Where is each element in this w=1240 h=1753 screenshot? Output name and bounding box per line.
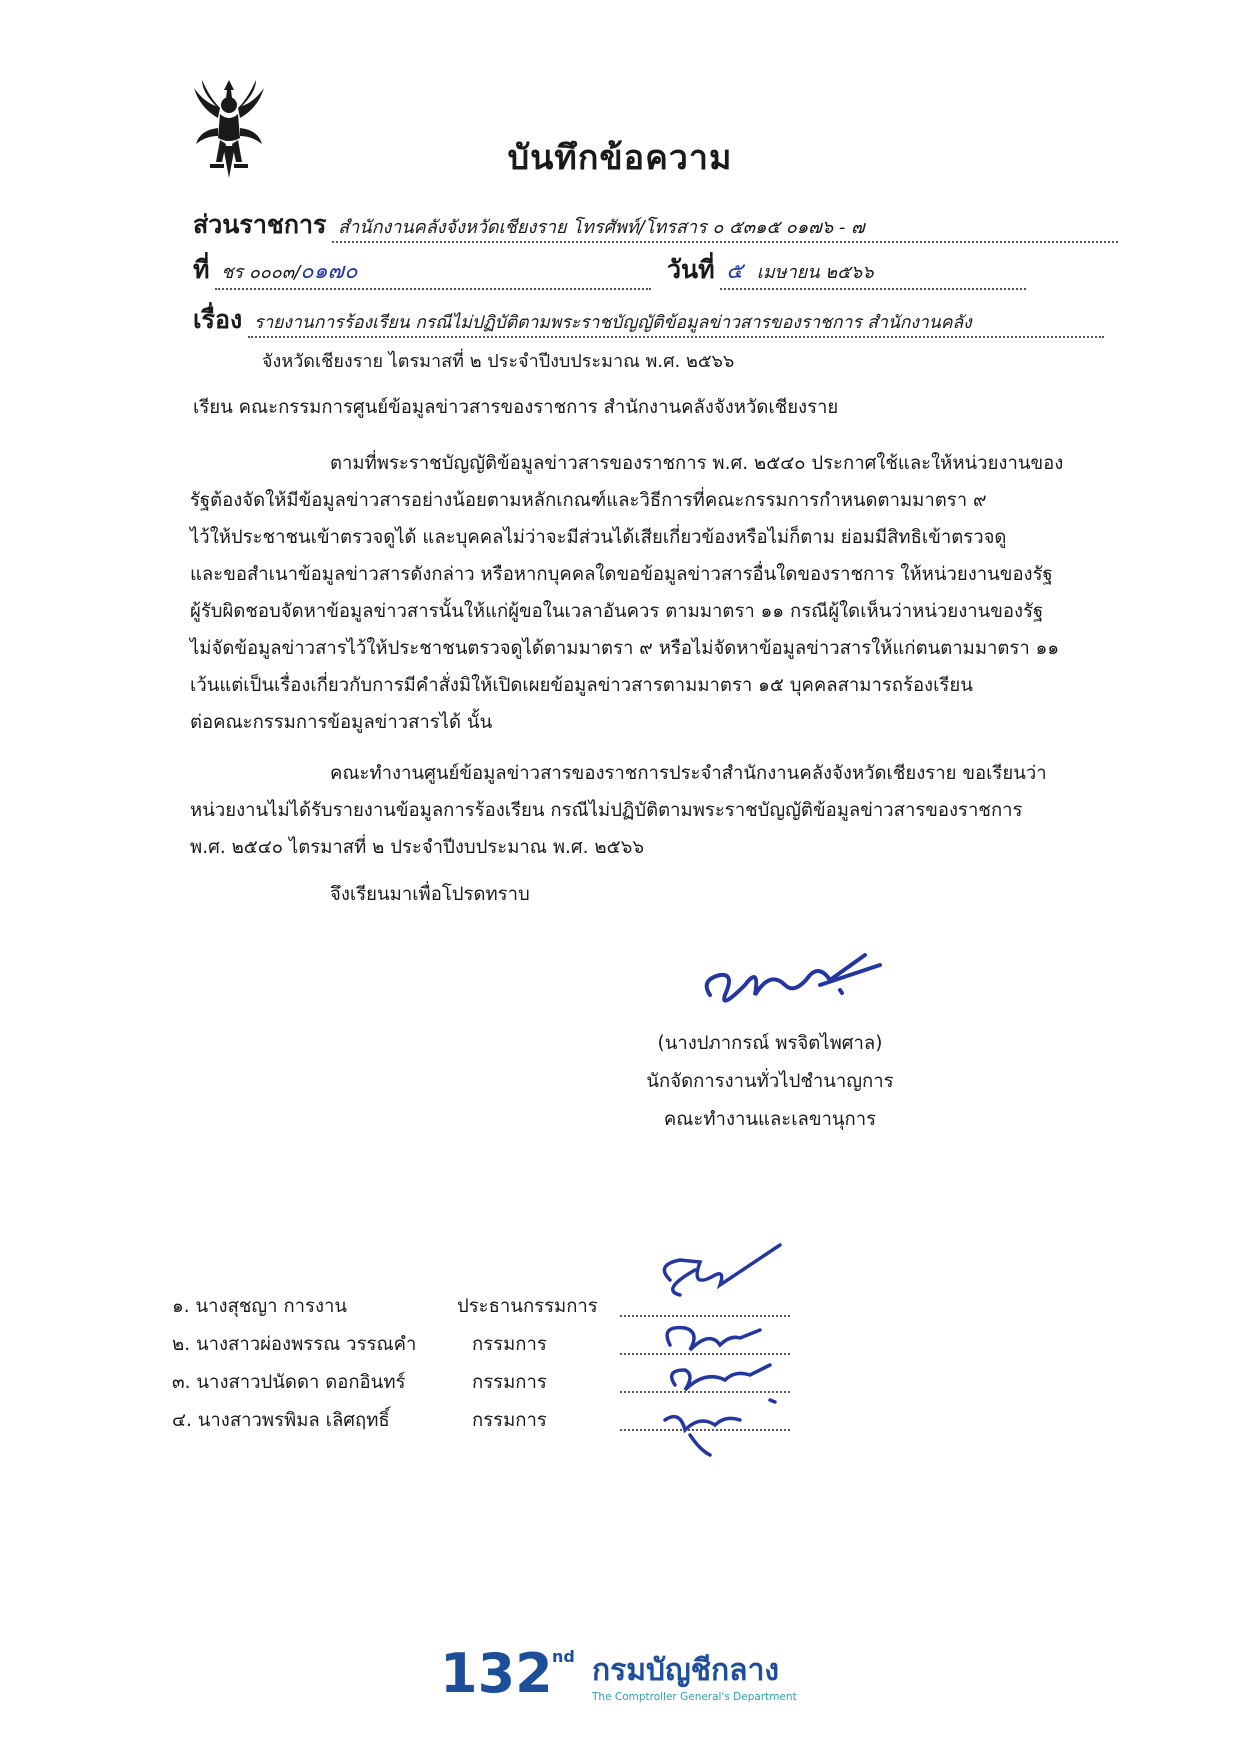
member-name: ๔. นางสาวพรพิมล เลิศฤทธิ์ — [172, 1410, 390, 1431]
signer-position: นักจัดการงานทั่วไปชำนาญการ — [646, 1071, 894, 1092]
recipient: เรียน คณะกรรมการศูนย์ข้อมูลข่าวสารของราชการ สำนักงานคลังจังหวัดเชียงราย — [193, 397, 839, 418]
anniv-suffix: nd — [552, 1647, 575, 1666]
dept-english: The Comptroller General's Department — [592, 1691, 797, 1703]
para1-line: รัฐต้องจัดให้มีข้อมูลข่าวสารอย่างน้อยตามหลักเกณฑ์และวิธีการที่คณะกรรมการกำหนดตามมาตรา ๙ — [190, 490, 987, 511]
para1-line: ผู้รับผิดชอบจัดหาข้อมูลข่าวสารนั้นให้แก่ผู้ขอในเวลาอันควร ตามมาตรา ๑๑ กรณีผู้ใดเห็นว่าหน่วยงานของรัฐ — [190, 601, 1044, 622]
anniv-number: 132 — [440, 1642, 553, 1705]
para2-line: หน่วยงานไม่ได้รับรายงานข้อมูลการร้องเรียน กรณีไม่ปฏิบัติตามพระราชบัญญัติข้อมูลข่าวสารของราชการ — [190, 800, 1023, 821]
para1-line: ไม่จัดข้อมูลข่าวสารไว้ให้ประชาชนตรวจดูได้ตามมาตรา ๙ หรือไม่จัดหาข้อมูลข่าวสารให้แก่ตนตามมาตรา ๑๑ — [190, 638, 1060, 659]
date-label: วันที่ — [666, 255, 715, 284]
signer-block — [600, 1025, 940, 1139]
ref-date-row — [193, 250, 1125, 290]
body-paragraph-1 — [190, 445, 1130, 741]
agency-label: ส่วนราชการ — [193, 210, 327, 239]
member-role: กรรมการ — [472, 1372, 547, 1393]
ref-value: ชร ๐๐๐๓/ — [221, 262, 301, 283]
closing-text: จึงเรียนมาเพื่อโปรดทราบ — [330, 884, 530, 905]
para1-line: ต่อคณะกรรมการข้อมูลข่าวสารได้ นั้น — [190, 712, 493, 733]
subject-line2: จังหวัดเชียงราย ไตรมาสที่ ๒ ประจำปีงบประมาณ พ.ศ. ๒๕๖๖ — [262, 351, 735, 372]
signer-role: คณะทำงานและเลขานุการ — [663, 1109, 877, 1130]
signature-image — [690, 925, 890, 1025]
dept-thai: กรมบัญชีกลาง — [592, 1653, 780, 1688]
para1-line: เว้นแต่เป็นเรื่องเกี่ยวกับการมีคำสั่งมิให้เปิดเผยข้อมูลข่าวสารตามมาตรา ๑๕ บุคคลสามารถร้องเรียน — [190, 675, 973, 696]
date-value: เมษายน ๒๕๖๖ — [756, 262, 874, 283]
anniversary-logo-icon — [440, 1640, 810, 1710]
signer-name: (นางปภากรณ์ พรจิตไพศาล) — [657, 1033, 883, 1054]
body-paragraph-2 — [190, 755, 1130, 866]
para2-line: คณะทำงานศูนย์ข้อมูลข่าวสารของราชการประจำสำนักงานคลังจังหวัดเชียงราย ขอเรียนว่า — [330, 763, 1047, 784]
para1-line: ตามที่พระราชบัญญัติข้อมูลข่าวสารของราชการ พ.ศ. ๒๕๔๐ ประกาศใช้และให้หน่วยงานของ — [330, 453, 1064, 474]
member-name: ๒. นางสาวผ่องพรรณ วรรณคำ — [172, 1334, 417, 1355]
committee-member — [172, 1288, 598, 1326]
ref-label: ที่ — [193, 255, 210, 284]
committee-member — [172, 1326, 598, 1364]
agency-value: สำนักงานคลังจังหวัดเชียงราย โทรศัพท์/โทรสาร ๐ ๕๓๑๕ ๐๑๗๖ - ๗ — [332, 212, 1118, 243]
committee-signatures-image — [640, 1220, 800, 1460]
committee-member — [172, 1364, 598, 1402]
subject-label: เรื่อง — [193, 305, 243, 334]
member-name: ๓. นางสาวปนัดดา ดอกอินทร์ — [172, 1372, 406, 1393]
para2-line: พ.ศ. ๒๕๔๐ ไตรมาสที่ ๒ ประจำปีงบประมาณ พ.ศ. ๒๕๖๖ — [190, 837, 645, 858]
member-role: ประธานกรรมการ — [457, 1296, 598, 1317]
para1-line: ไว้ให้ประชาชนเข้าตรวจดูได้ และบุคคลไม่ว่าจะมีส่วนได้เสียเกี่ยวข้องหรือไม่ก็ตาม ย่อมมีสิทธิเข้าตรวจดู — [190, 527, 1007, 548]
memo-title: บันทึกข้อความ — [507, 138, 733, 178]
para1-line: และขอสำเนาข้อมูลข่าวสารดังกล่าว หรือหากบุคคลใดขอข้อมูลข่าวสารอื่นใดของราชการ ให้หน่วยงานของรัฐ — [190, 564, 1053, 585]
committee-list — [172, 1288, 598, 1440]
member-role: กรรมการ — [472, 1334, 547, 1355]
date-handwritten: ๕ — [726, 259, 743, 284]
subject-row — [193, 300, 1125, 340]
subject-line1: รายงานการร้องเรียน กรณีไม่ปฏิบัติตามพระราชบัญญัติข้อมูลข่าวสารของราชการ สำนักงานคลัง — [248, 308, 1104, 338]
member-role: กรรมการ — [472, 1410, 547, 1431]
ref-handwritten: ๐๑๗๐ — [300, 259, 358, 284]
footer-logo — [440, 1640, 810, 1710]
committee-member — [172, 1402, 598, 1440]
member-name: ๑. นางสุชญา การงาน — [172, 1296, 348, 1317]
agency-row — [193, 205, 1125, 245]
